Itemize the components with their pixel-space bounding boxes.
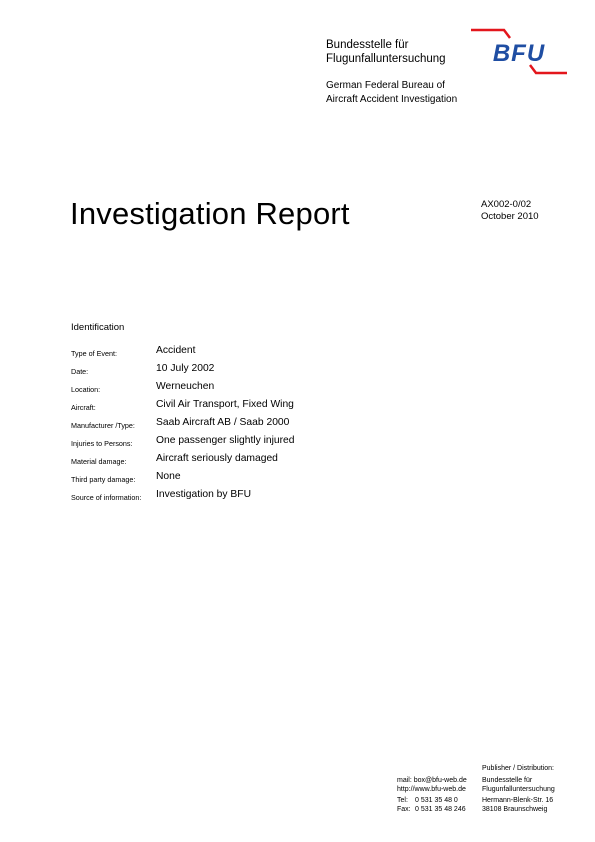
ident-value: Investigation by BFU [156,489,252,500]
tel-label: Tel: [397,797,408,804]
contact-online [397,776,467,794]
publisher-street: Hermann-Blenk-Str. 16 [482,797,554,804]
ident-value: Werneuchen [156,381,215,392]
agency-de-line2: Flugunfalluntersuchung [326,53,446,65]
report-reference: AX002-0/02 [481,199,532,210]
agency-en-line1: German Federal Bureau of [326,80,445,91]
report-reference-block [481,199,539,223]
ident-value: Accident [156,345,196,356]
contact-mail[interactable]: mail: box@bfu-web.de [397,777,467,784]
ident-value: 10 July 2002 [156,363,215,374]
agency-name-english [326,79,476,106]
fax-label: Fax: [397,806,411,813]
report-date: October 2010 [481,211,539,222]
ident-value: None [156,471,181,482]
ident-label: Type of Event: [71,349,117,358]
ident-label: Aircraft: [71,403,96,412]
agency-en-line2: Aircraft Accident Investigation [326,93,458,105]
publisher-name [482,776,555,794]
contact-tel-line [397,796,466,805]
ident-label: Location: [71,385,101,394]
agency-name-german [326,38,466,66]
ident-value: Aircraft seriously damaged [156,453,278,464]
ident-label: Source of information: [71,493,142,502]
publisher-line1: Bundesstelle für [482,777,533,784]
logo-top-swoosh [471,30,510,38]
ident-label: Material damage: [71,457,127,466]
agency-de-line1: Bundesstelle für [326,39,409,51]
fax-number: 0 531 35 48 246 [415,806,466,813]
ident-value: Civil Air Transport, Fixed Wing [156,399,294,410]
ident-label: Injuries to Persons: [71,439,133,448]
identification-heading: Identification [71,322,125,333]
logo-text: BFU [492,40,546,67]
publisher-heading: Publisher / Distribution: [482,765,554,772]
ident-value: Saab Aircraft AB / Saab 2000 [156,417,290,428]
contact-web[interactable]: http://www.bfu-web.de [397,786,466,793]
tel-number: 0 531 35 48 0 [415,797,458,804]
publisher-address [482,796,553,814]
bfu-logo [470,28,568,76]
ident-label: Date: [71,367,89,376]
contact-fax-line [397,805,466,814]
report-title: Investigation Report [70,196,350,231]
contact-phone [397,796,466,814]
publisher-line2: Flugunfalluntersuchung [482,786,555,793]
ident-label: Third party damage: [71,475,136,484]
ident-label: Manufacturer /Type: [71,421,135,430]
ident-value: One passenger slightly injured [156,435,295,446]
publisher-city: 38108 Braunschweig [482,806,548,813]
